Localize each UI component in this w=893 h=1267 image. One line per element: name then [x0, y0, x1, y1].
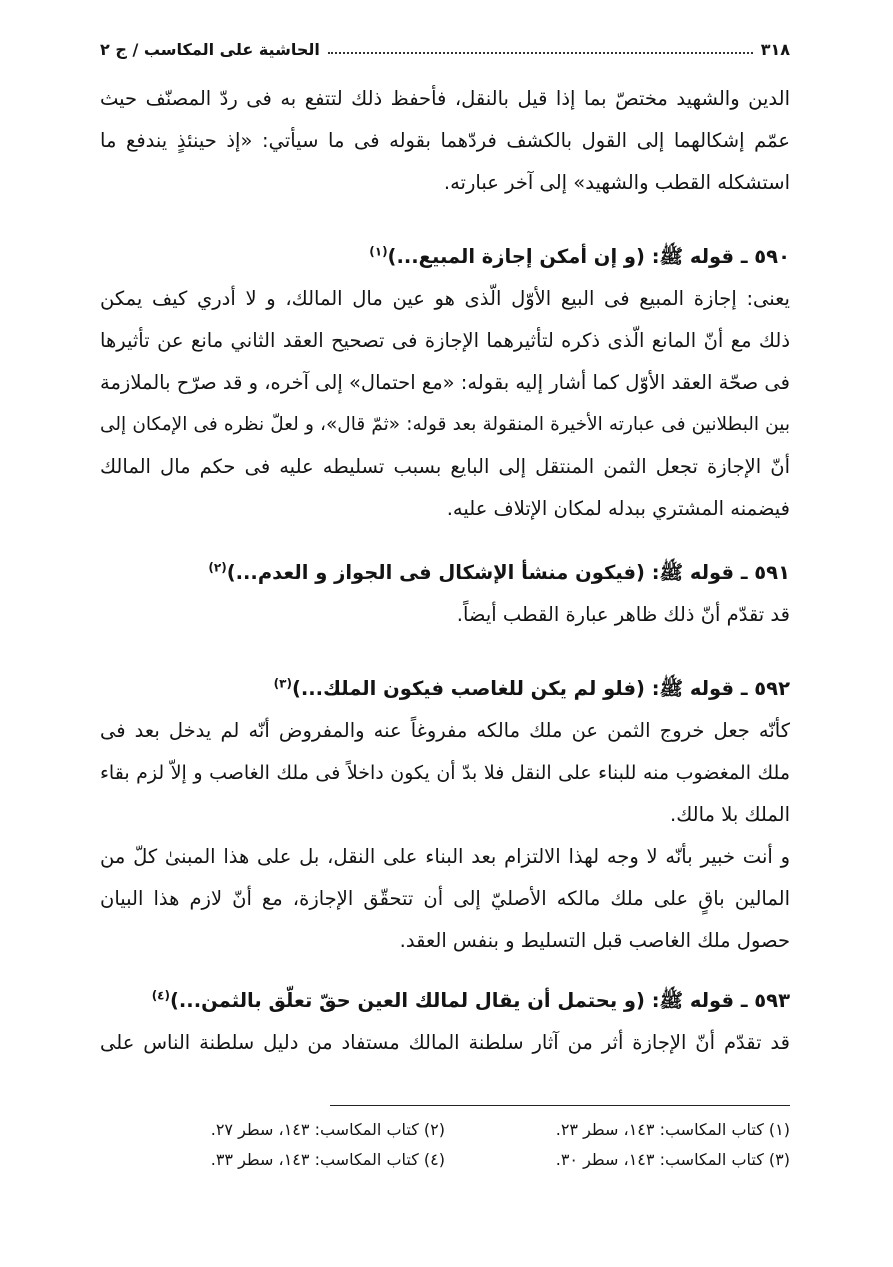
- footnotes-row-2: [100, 1150, 790, 1169]
- text-line: بين البطلانين فى عبارته الأخيرة المنقولة بعد قوله: «ثمّ قال»، و لعلّ نظره فى الإمكان إلى: [100, 414, 790, 435]
- section-591: [100, 552, 790, 636]
- footnotes-row-1: [100, 1120, 790, 1139]
- section-593: [100, 980, 790, 1064]
- section-heading: ٥٩٢ ـ قوله ﷺ: (فلو لم يكن للغاصب فيكون الملك...)$^{(٣)}$: [273, 676, 790, 700]
- running-title: الحاشية على المكاسب / ج ٢: [100, 39, 320, 59]
- footnote-ref: (٤): [151, 988, 170, 1003]
- section-heading: ٥٩١ ـ قوله ﷺ: (فيكون منشأ الإشكال فى الجواز و العدم...)$^{(٢)}$: [208, 560, 790, 584]
- text-line: و أنت خبير بأنّه لا وجه لهذا الالتزام بعد البناء على النقل، بل على هذا المبنىٰ كلّ من: [100, 845, 790, 868]
- text-line: الدين والشهيد مختصّ بما إذا قيل بالنقل، فأحفظ ذلك لتتفع به فى ردّ المصنّف حيث: [100, 87, 790, 110]
- text-line: كأنّه جعل خروج الثمن عن ملك مالكه مفروغاً عنه والمفروض أنّه لم يدخل بعد فى: [100, 719, 790, 742]
- section-592: [100, 668, 790, 962]
- section-heading: ٥٩٠ ـ قوله ﷺ: (و إن أمكن إجازة المبيع...)$^{(١)}$: [369, 244, 790, 268]
- footnote: (١) كتاب المكاسب: ١٤٣، سطر ٢٣.: [555, 1120, 790, 1139]
- text-line: فيضمنه المشتري ببدله لمكان الإتلاف عليه.: [446, 497, 790, 520]
- text-line: فى صحّة العقد الأوّل كما أشار إليه بقوله: «مع احتمال» إلى آخره، و قد صرّح بالملازمة: [100, 371, 790, 394]
- text-line: حصول ملك الغاصب قبل التسليط و بنفس العقد.: [399, 929, 790, 952]
- text-line: استشكله القطب والشهيد» إلى آخر عبارته.: [443, 171, 790, 194]
- footnote-ref: (١): [369, 244, 388, 259]
- text-line: عمّم إشكالهما إلى القول بالكشف فردّهما بقوله فى ما سيأتي: «إذ حينئذٍ يندفع ما: [100, 129, 790, 152]
- intro-paragraph: [100, 78, 790, 204]
- header-leader-dots: [328, 52, 753, 54]
- footnote-divider: [330, 1105, 790, 1106]
- page-number: ٣١٨: [760, 39, 790, 59]
- text-line: قد تقدّم أنّ الإجازة أثر من آثار سلطنة المالك مستفاد من دليل سلطنة الناس على: [100, 1031, 790, 1054]
- text-line: ذلك مع أنّ المانع الّذى ذكره لتأثيرهما الإجازة فى تصحيح العقد الثاني مانع عن تأثيرها: [100, 329, 790, 352]
- section-heading: ٥٩٣ ـ قوله ﷺ: (و يحتمل أن يقال لمالك العين حقّ تعلّق بالثمن...)$^{(٤)}$: [151, 988, 790, 1012]
- footnote-ref: (٣): [273, 676, 292, 691]
- footnote-ref: (٢): [208, 560, 227, 575]
- text-line: أنّ الإجازة تجعل الثمن المنتقل إلى البايع بسبب تسليطه عليه فى حكم مال المالك: [100, 455, 790, 478]
- text-line: المالين باقٍ على ملك مالكه الأصليّ إلى أن تتحقّق الإجازة، مع أنّ لازم هذا البيان: [100, 887, 790, 910]
- text-line: ملك المغضوب منه للبناء على النقل فلا بدّ أن يكون داخلاً فى ملك الغاصب و إلاّ لزم بقاء: [100, 762, 790, 784]
- page-header: [100, 34, 790, 64]
- footnote: (٢) كتاب المكاسب: ١٤٣، سطر ٢٧.: [210, 1120, 445, 1139]
- text-line: يعنى: إجازة المبيع فى البيع الأوّل الّذى هو عين مال المالك، و لا أدري كيف يمكن: [100, 287, 790, 310]
- text-line: قد تقدّم أنّ ذلك ظاهر عبارة القطب أيضاً.: [456, 603, 790, 626]
- footnote: (٤) كتاب المكاسب: ١٤٣، سطر ٣٣.: [210, 1150, 445, 1169]
- text-line: الملك بلا مالك.: [670, 803, 790, 826]
- footnote: (٣) كتاب المكاسب: ١٤٣، سطر ٣٠.: [555, 1150, 790, 1169]
- section-590: [100, 236, 790, 530]
